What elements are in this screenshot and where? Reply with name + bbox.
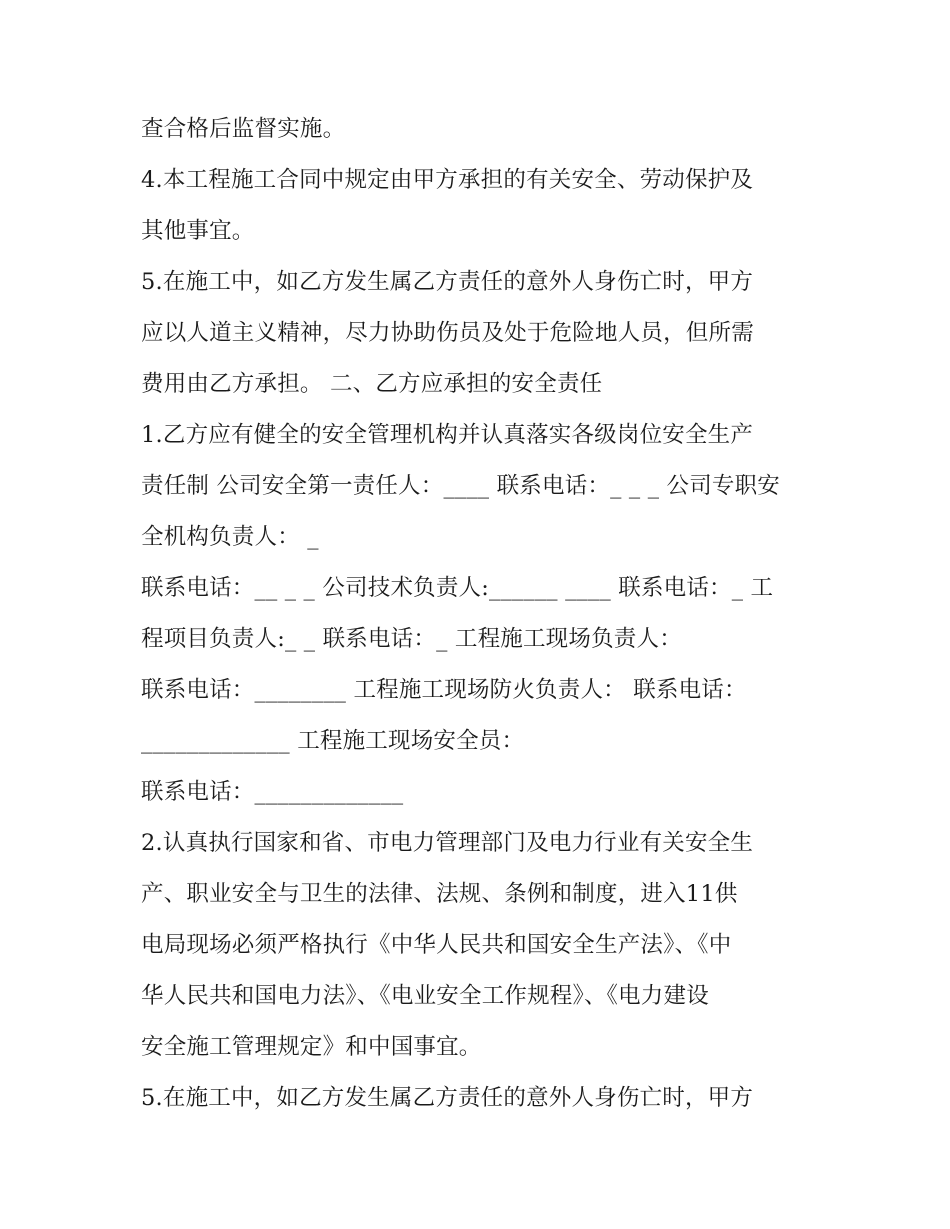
text-line: 电局现场必须严格执行《中华人民共和国安全生产法》、《中 [141,932,732,958]
text-line: 程项目负责人:_ _ 联系电话：_ 工程施工现场负责人： [141,626,682,652]
text-line: _____________ 工程施工现场安全员： [141,728,525,754]
document-body [141,104,821,1124]
text-line: 5.在施工中，如乙方发生属乙方责任的意外人身伤亡时，甲方 [141,1085,754,1111]
text-line: 4.本工程施工合同中规定由甲方承担的有关安全、劳动保护及 [141,167,754,193]
text-line: 查合格后监督实施。 [141,116,346,142]
text-line: 全机构负责人： _ [141,524,319,550]
text-line: 1.乙方应有健全的安全管理机构并认真落实各级岗位安全生产 [141,422,754,448]
text-line: 费用由乙方承担。 二、乙方应承担的安全责任 [141,371,603,397]
text-line: 应以人道主义精神，尽力协助伤员及处于危险地人员，但所需 [141,320,754,346]
text-line: 联系电话：_____________ [141,779,404,805]
text-line: 安全施工管理规定》和中国事宜。 [141,1034,482,1060]
text-line: 责任制 公司安全第一责任人：____ 联系电话：_ _ _ 公司专职安 [141,473,781,499]
text-line: 其他事宜。 [141,218,255,244]
text-line: 2.认真执行国家和省、市电力管理部门及电力行业有关安全生 [141,830,754,856]
text-line: 华人民共和国电力法》、《电业安全工作规程》、《电力建设 [141,983,709,1009]
text-line: 产、职业安全与卫生的法律、法规、条例和制度，进入11供 [141,881,738,907]
text-line: 联系电话：__ _ _ 公司技术负责人:______ ____ 联系电话：_ 工 [141,575,774,601]
text-line: 联系电话：________ 工程施工现场防火负责人： 联系电话： [141,677,747,703]
text-line: 5.在施工中，如乙方发生属乙方责任的意外人身伤亡时，甲方 [141,269,754,295]
